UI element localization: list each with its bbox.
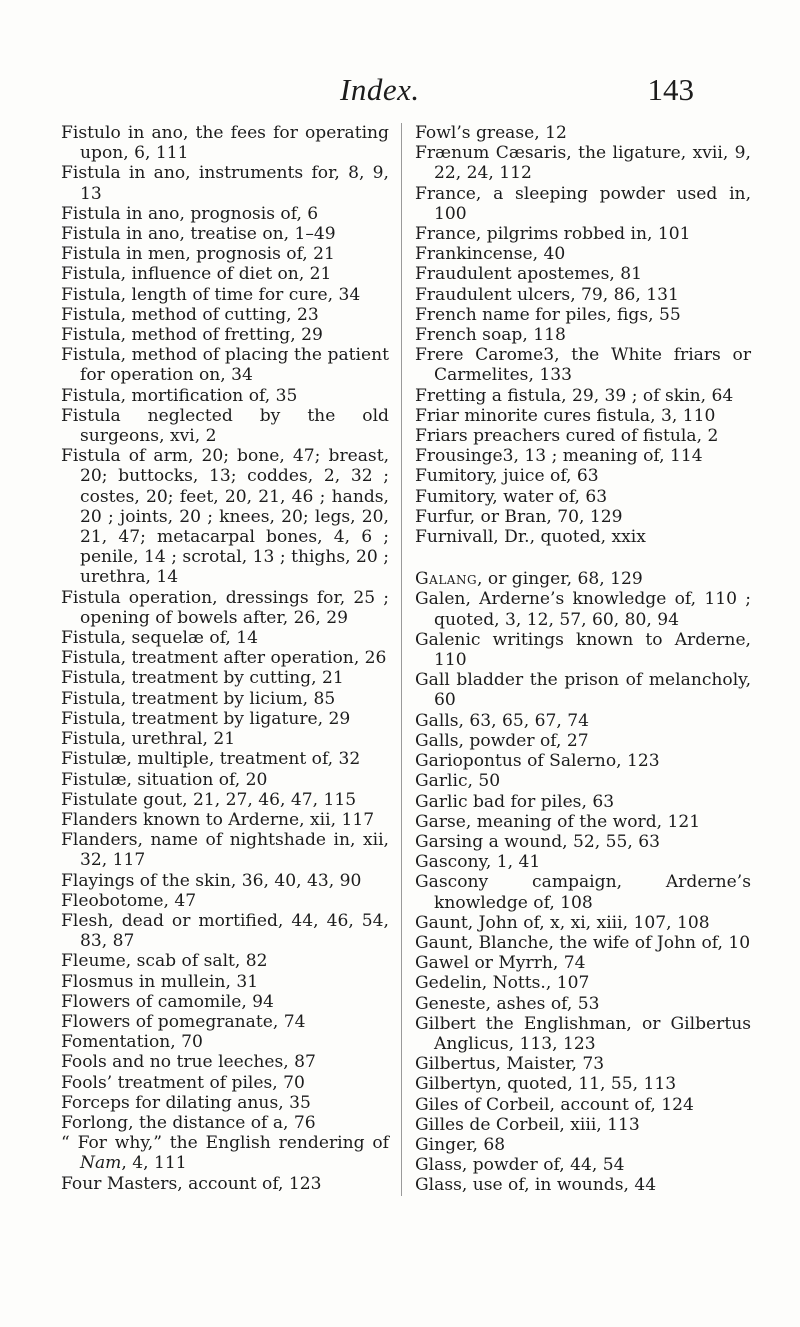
index-entry: Galenic writings known to Arderne, 110 [415, 629, 751, 671]
index-entry: Fistula in ano, prognosis of, 6 [61, 203, 319, 224]
index-entry: Fistulæ, multiple, treatment of, 32 [61, 749, 361, 770]
index-entry: Frere Carome3, the White friars or Carmelites, 133 [415, 345, 751, 386]
running-title: Index. [340, 72, 420, 107]
index-entry: Forlong, the distance of a, 76 [61, 1112, 316, 1133]
index-entry: Friar minorite cures fistula, 3, 110 [415, 405, 716, 426]
index-entry: Fumitory, water of, 63 [415, 486, 608, 507]
index-entry: Fistula in men, prognosis of, 21 [61, 244, 335, 265]
index-entry: Fleobotome, 47 [61, 890, 197, 911]
index-entry: Fistula, method of placing the patient for operation on, 34 [61, 345, 389, 386]
index-entry: Fistula, influence of diet on, 21 [61, 264, 332, 285]
section-lead-word: Galang [415, 569, 478, 590]
entry-text: “ For why,” the English rendering of [61, 1133, 389, 1154]
index-column-right [401, 123, 751, 1196]
index-entry: Garse, meaning of the word, 121 [415, 811, 701, 832]
index-entry: Galls, 63, 65, 67, 74 [415, 710, 590, 731]
index-entry [61, 1133, 389, 1173]
index-entry: Geneste, ashes of, 53 [415, 993, 600, 1014]
index-entry: Fistula, urethral, 21 [61, 729, 236, 750]
index-entry: Gariopontus of Salerno, 123 [415, 751, 660, 772]
index-entry: Fistulate gout, 21, 27, 46, 47, 115 [61, 789, 357, 810]
italic-term: Nam [80, 1153, 122, 1174]
entry-refs: , 4, 111 [121, 1153, 187, 1174]
index-entry: Garsing a wound, 52, 55, 63 [415, 831, 661, 852]
index-entry: Forceps for dilating anus, 35 [61, 1092, 311, 1113]
index-entry: Fumitory, juice of, 63 [415, 466, 599, 487]
index-entry: Flowers of pomegranate, 74 [61, 1011, 306, 1032]
index-entry: Flanders known to Arderne, xii, 117 [61, 809, 375, 830]
index-entry: Fools and no true leeches, 87 [61, 1052, 316, 1073]
index-entry: Fistula, treatment by ligature, 29 [61, 708, 351, 729]
index-entry: Fleume, scab of salt, 82 [61, 951, 268, 972]
index-entry: Frousinge3, 13 ; meaning of, 114 [415, 446, 703, 467]
index-entry: Furfur, or Bran, 70, 129 [415, 506, 623, 527]
index-entry: Fools’ treatment of piles, 70 [61, 1072, 305, 1093]
index-entry: Fistula, sequelæ of, 14 [61, 628, 259, 649]
index-entry: Gilbertus, Maister, 73 [415, 1054, 605, 1075]
index-entry: Glass, powder of, 44, 54 [415, 1155, 625, 1176]
index-entry: Fistula in ano, instruments for, 8, 9, 13 [61, 163, 389, 204]
index-entry: Galen, Arderne’s knowledge of, 110 ; quoted, 3, 12, 57, 60, 80, 94 [415, 589, 751, 630]
index-column-left [61, 123, 389, 1194]
index-entry: Fistula, mortification of, 35 [61, 385, 298, 406]
index-entry: Fistula in ano, treatise on, 1–49 [61, 224, 336, 245]
index-entry: Frænum Cæsaris, the ligature, xvii, 9, 22, 24, 112 [415, 143, 751, 184]
index-entry: France, a sleeping powder used in, 100 [415, 183, 751, 224]
section-gap [415, 547, 751, 569]
index-entry: Fistula, treatment by cutting, 21 [61, 668, 344, 689]
index-entry: Garlic, 50 [415, 771, 501, 792]
page-header [0, 72, 800, 112]
index-entry: Fistula of arm, 20; bone, 47; breast, 20; buttocks, 13; coddes, 2, 32 ; costes, 20; feet, 20, 21, 46 ; hands, 20 ; joints, 20 ; knees, 20; legs, 20, 21, 47; metacarpal bones, 4, 6 ; penile, 14 ; scrotal, 13 ; thighs, 20 ; urethra, 14 [61, 446, 389, 588]
index-entry: Fomentation, 70 [61, 1032, 203, 1053]
index-entry: Fowl’s grease, 12 [415, 123, 567, 143]
index-entry: Garlic bad for piles, 63 [415, 791, 615, 812]
index-entry: Fistula, method of cutting, 23 [61, 304, 319, 325]
index-entry: Fistula neglected by the old surgeons, xvi, 2 [61, 405, 389, 447]
index-entry: Fistula, length of time for cure, 34 [61, 284, 361, 305]
index-entry: Fraudulent apostemes, 81 [415, 264, 642, 285]
index-entry: Friars preachers cured of fistula, 2 [415, 426, 719, 447]
index-entry: Furnivall, Dr., quoted, xxix [415, 527, 646, 548]
index-entry: Giles of Corbeil, account of, 124 [415, 1094, 694, 1115]
index-entry: Fraudulent ulcers, 79, 86, 131 [415, 284, 679, 305]
index-entry: Ginger, 68 [415, 1134, 506, 1155]
index-entry: Fistulo in ano, the fees for operating upon, 6, 111 [61, 123, 389, 164]
index-entry: Gedelin, Notts., 107 [415, 973, 590, 994]
index-entry: Fistula, treatment by licium, 85 [61, 688, 336, 709]
index-entry: Galls, powder of, 27 [415, 730, 589, 751]
index-entry: Gawel or Myrrh, 74 [415, 953, 586, 974]
index-entry [415, 569, 751, 589]
index-entry: Fretting a fistula, 29, 39 ; of skin, 64 [415, 385, 734, 406]
index-entry: Flayings of the skin, 36, 40, 43, 90 [61, 870, 362, 891]
index-entry: Fistula, method of fretting, 29 [61, 325, 323, 346]
index-entry: Glass, use of, in wounds, 44 [415, 1175, 657, 1196]
index-entry: Flanders, name of nightshade in, xii, 32, 117 [61, 830, 389, 871]
index-entry: France, pilgrims robbed in, 101 [415, 224, 691, 245]
page-number: 143 [647, 72, 694, 107]
index-entry: Gall bladder the prison of melancholy, 60 [415, 670, 751, 711]
index-entry: Fistula, treatment after operation, 26 [61, 648, 387, 669]
index-entry: Gilbert the Englishman, or Gilbertus Anglicus, 113, 123 [415, 1013, 751, 1054]
index-entry: Gilbertyn, quoted, 11, 55, 113 [415, 1074, 677, 1095]
index-entry: Flesh, dead or mortified, 44, 46, 54, 83, 87 [61, 910, 389, 952]
index-entry: Gaunt, Blanche, the wife of John of, 10 [415, 932, 751, 953]
index-entry: Flosmus in mullein, 31 [61, 971, 259, 992]
index-entry: Fistulæ, situation of, 20 [61, 769, 268, 790]
index-entry: Gascony, 1, 41 [415, 852, 541, 873]
index-entry: Gilles de Corbeil, xiii, 113 [415, 1114, 640, 1135]
index-entry: Fistula operation, dressings for, 25 ; opening of bowels after, 26, 29 [61, 587, 389, 628]
index-entry: French name for piles, figs, 55 [415, 304, 681, 325]
index-entry: Gascony campaign, Arderne’s knowledge of, 108 [415, 872, 751, 913]
index-entry: Frankincense, 40 [415, 244, 566, 265]
index-entry: Four Masters, account of, 123 [61, 1173, 322, 1194]
index-entry: Flowers of camomile, 94 [61, 991, 274, 1012]
index-entry: French soap, 118 [415, 325, 566, 346]
index-entry: Gaunt, John of, x, xi, xiii, 107, 108 [415, 912, 710, 933]
entry-refs: , or ginger, 68, 129 [477, 569, 643, 590]
